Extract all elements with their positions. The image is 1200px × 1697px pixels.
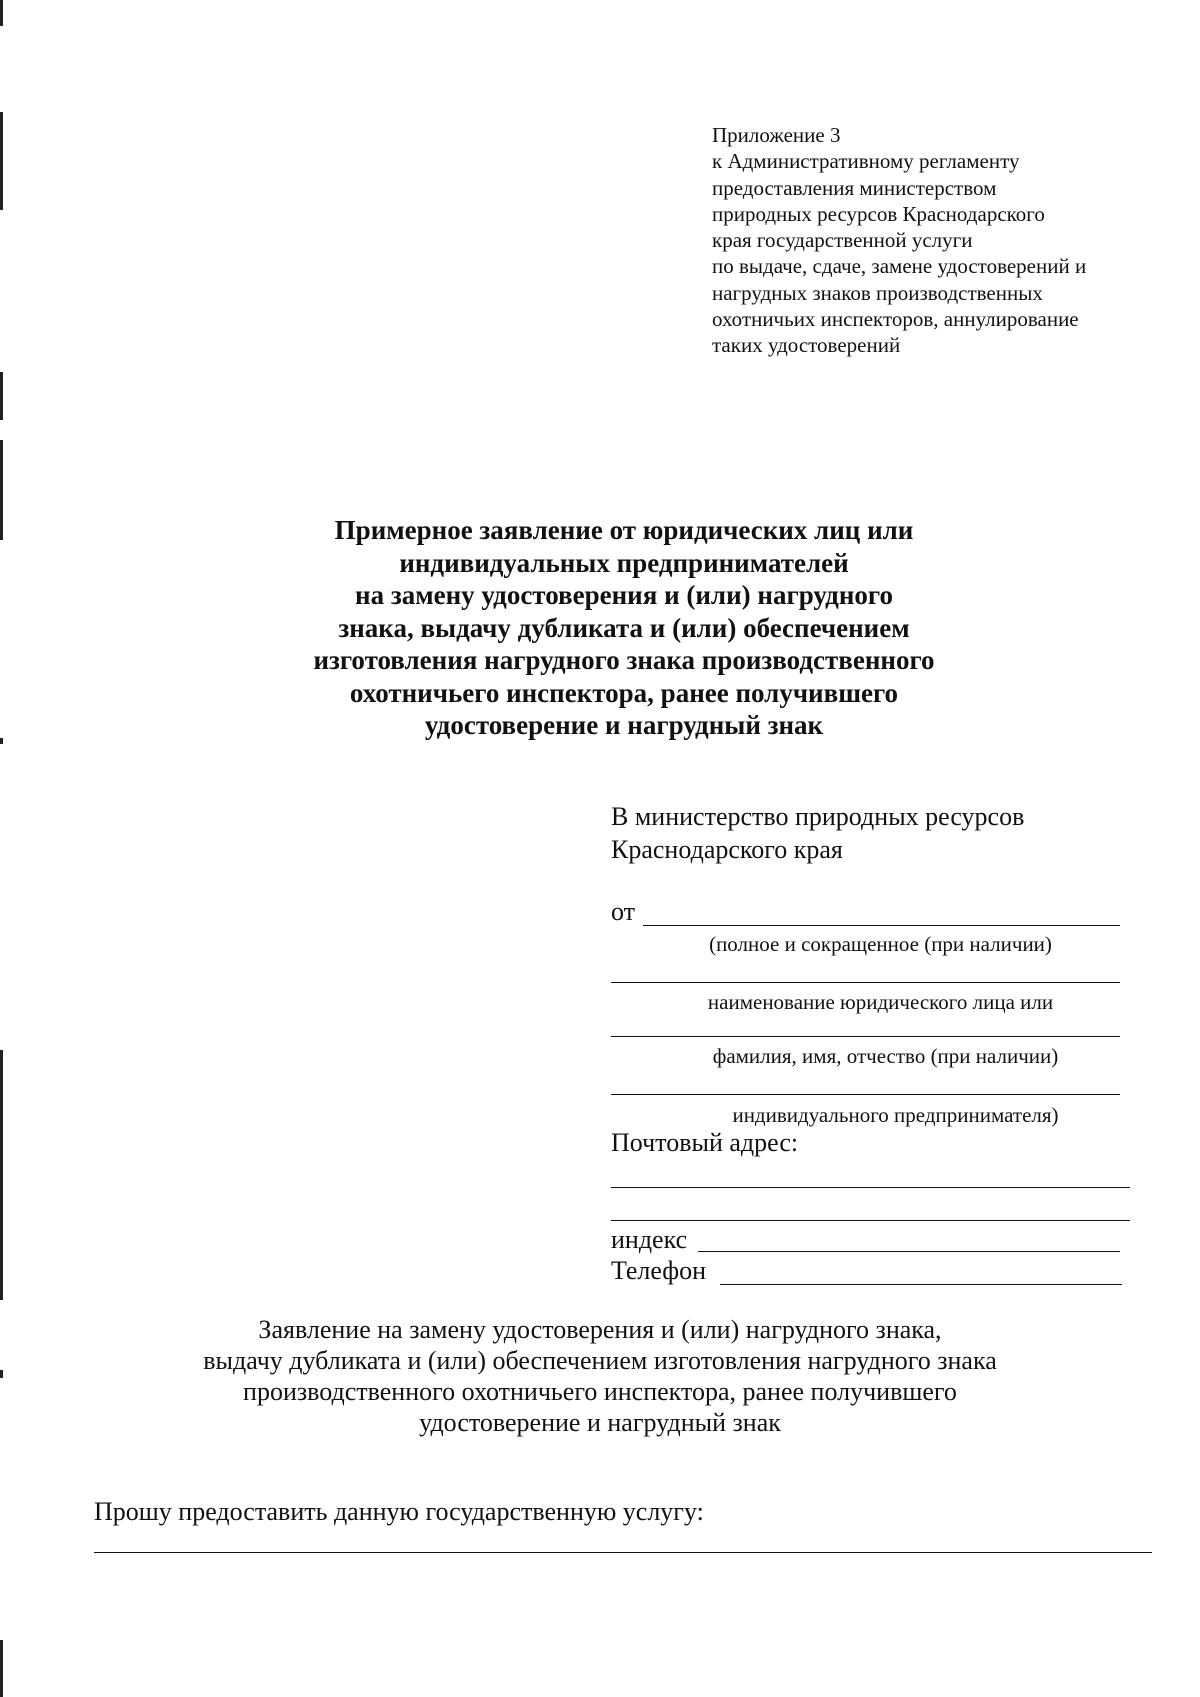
addressee-line: В министерство природных ресурсов [611, 802, 1025, 831]
appendix-line: Приложение 3 [712, 123, 841, 147]
phone-label: Телефон [611, 1256, 707, 1285]
index-input-line[interactable] [698, 1251, 1120, 1252]
scan-artifact [0, 1050, 3, 1300]
title-line: охотничьего инспектора, ранее получившего [349, 677, 899, 708]
from-name-input-line[interactable] [611, 982, 1120, 983]
postal-address-input-line[interactable] [611, 1187, 1130, 1188]
scan-artifact [0, 440, 3, 540]
from-name-input-line[interactable] [611, 1094, 1120, 1095]
statement-line: производственного охотничьего инспектора, ранее получившего [243, 1377, 957, 1406]
scan-artifact [0, 372, 3, 420]
scan-artifact [0, 112, 3, 210]
from-caption: (полное и сокращенное (при наличии) [709, 932, 1052, 956]
from-name-input-line[interactable] [611, 1036, 1120, 1037]
statement-line: Заявление на замену удостоверения и (или) нагрудного знака, [258, 1315, 942, 1344]
scan-artifact [0, 1370, 3, 1378]
appendix-block [712, 122, 1182, 359]
phone-input-line[interactable] [720, 1284, 1122, 1285]
statement-line: выдачу дубликата и (или) обеспечением изготовления нагрудного знака [203, 1346, 997, 1375]
appendix-line: края государственной услуги [712, 228, 973, 253]
appendix-line: охотничьих инспекторов, аннулирование [712, 307, 1079, 332]
appendix-line: природных ресурсов Краснодарского [712, 201, 1045, 226]
appendix-line: предоставления министерством [712, 175, 997, 200]
from-caption: наименование юридического лица или [707, 990, 1054, 1014]
addressee-block [611, 800, 1131, 866]
appendix-line: нагрудных знаков производственных [712, 280, 1043, 305]
from-name-input-line[interactable] [643, 925, 1120, 926]
from-label: от [611, 897, 636, 926]
from-caption: фамилия, имя, отчество (при наличии) [712, 1044, 1059, 1068]
addressee-line: Краснодарского края [611, 835, 843, 864]
request-input-line[interactable] [94, 1552, 1152, 1553]
scan-artifact [0, 738, 3, 744]
scan-artifact [0, 0, 3, 26]
appendix-line: по выдаче, сдаче, замене удостоверений и [712, 254, 1087, 279]
appendix-line: таких удостоверений [712, 333, 901, 358]
title-line: на замену удостоверения и (или) нагрудного [355, 580, 893, 610]
title-line: изготовления нагрудного знака производственного [313, 645, 935, 675]
index-label: индекс [611, 1225, 688, 1254]
statement-heading [130, 1314, 1070, 1438]
document-title [240, 514, 1008, 742]
title-line: знака, выдачу дубликата и (или) обеспечением [338, 612, 910, 643]
appendix-line: к Административному регламенту [712, 149, 1020, 174]
title-line: индивидуальных предпринимателей [399, 547, 849, 578]
scan-artifact [0, 1640, 3, 1697]
title-line: удостоверение и нагрудный знак [424, 710, 824, 740]
postal-address-label: Почтовый адрес: [611, 1128, 799, 1157]
statement-line: удостоверение и нагрудный знак [419, 1408, 781, 1437]
postal-address-input-line[interactable] [611, 1220, 1130, 1221]
title-line: Примерное заявление от юридических лиц или [334, 515, 914, 545]
from-caption: индивидуального предпринимателя) [732, 1103, 1059, 1127]
request-text: Прошу предоставить данную государственную услугу: [94, 1497, 704, 1526]
